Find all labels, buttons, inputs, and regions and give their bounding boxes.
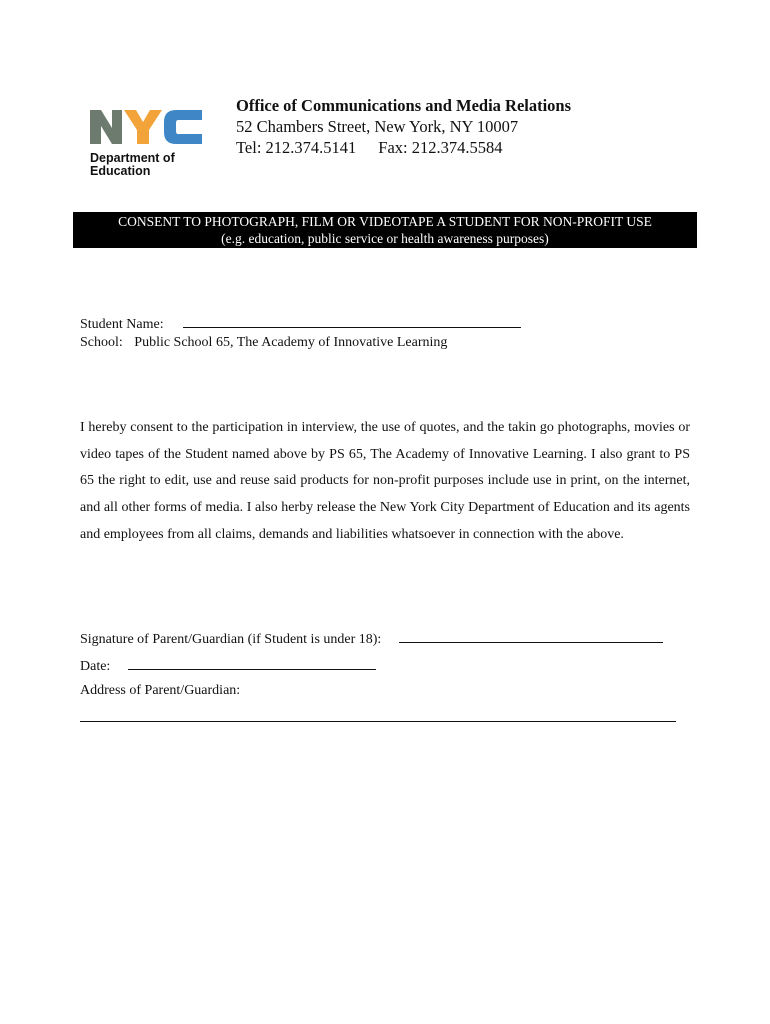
office-title: Office of Communications and Media Relations (236, 96, 572, 115)
date-field[interactable] (128, 655, 376, 670)
consent-banner (73, 212, 697, 248)
student-name-label: Student Name: (80, 317, 164, 332)
date-label: Date: (80, 659, 111, 674)
banner-title: CONSENT TO PHOTOGRAPH, FILM OR VIDEOTAPE A STUDENT FOR NON-PROFIT USE (118, 214, 652, 229)
banner-subtitle: (e.g. education, public service or health awareness purposes) (221, 231, 549, 246)
school-label: School: (80, 335, 123, 350)
address-row (80, 682, 240, 700)
logo-line-2: Education (90, 164, 151, 178)
logo-letter-n (90, 110, 122, 144)
logo-letter-y (124, 110, 162, 144)
signature-row (80, 628, 663, 649)
date-row (80, 655, 376, 676)
school-value: Public School 65, The Academy of Innovative Learning (134, 335, 448, 350)
nyc-letters-graphic (86, 108, 206, 148)
student-name-field[interactable] (183, 313, 521, 328)
nyc-doe-logo (86, 108, 206, 182)
address-field[interactable] (80, 721, 676, 722)
office-address: 52 Chambers Street, New York, NY 10007 (236, 117, 519, 136)
student-name-row (80, 313, 521, 334)
logo-text (90, 152, 175, 178)
logo-line-1: Department of (90, 151, 175, 165)
signature-field[interactable] (399, 628, 663, 643)
consent-paragraph: I hereby consent to the participation in interview, the use of quotes, and the takin go photographs, movies or video tapes of the Student named above by PS 65, The Academy of Innovative Learning. I also grant to PS 65 the right to edit, use and reuse said products for non-profit purposes include use in print, on the internet, and all other forms of media. I also herby release the New York City Department of Education and its agents and employees from all claims, demands and liabilities whatsoever in connection with the above. (80, 420, 690, 542)
fax-number: Fax: 212.374.5584 (378, 138, 503, 157)
signature-label: Signature of Parent/Guardian (if Student is under 18): (80, 632, 382, 647)
school-row (80, 334, 447, 352)
tel-number: Tel: 212.374.5141 (236, 138, 357, 157)
office-header (236, 95, 716, 158)
address-label: Address of Parent/Guardian: (80, 683, 241, 698)
logo-letter-c (164, 110, 202, 144)
contact-line (236, 137, 716, 158)
